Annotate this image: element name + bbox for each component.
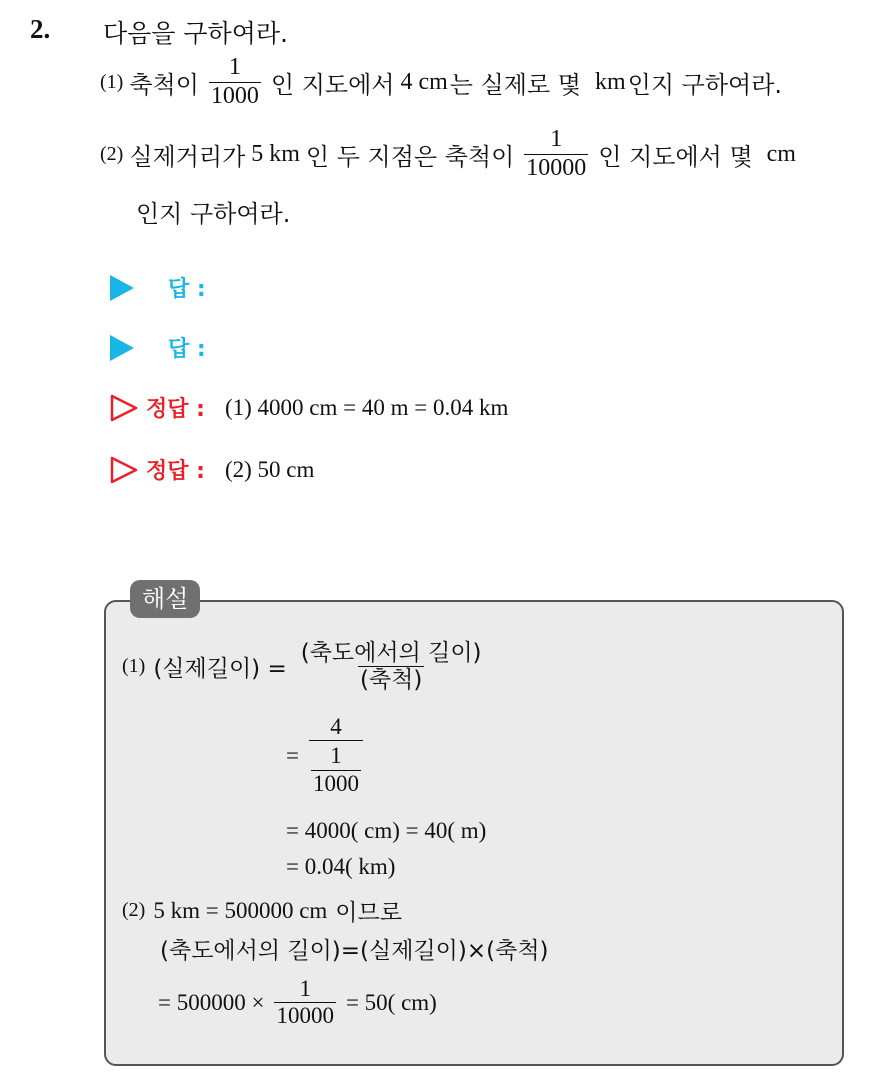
correct-answer-1 <box>110 392 508 423</box>
problem-number: 2. <box>30 14 51 44</box>
q2-text-c: 인 두 지점은 축척이 <box>305 142 515 171</box>
q1-number: (1) <box>100 70 124 93</box>
sol-2-inner-num: 1 <box>330 743 342 769</box>
correct-label: 정답 : <box>146 397 205 422</box>
solution-line-3: = 4000( cm) = 40( m) <box>286 818 487 843</box>
q1-fraction <box>209 54 261 110</box>
question-2 <box>100 126 796 182</box>
sol-5-text: 이므로 <box>335 900 402 926</box>
play-icon <box>110 275 134 301</box>
sol-5-number: (2) <box>122 899 146 921</box>
solution-line-7 <box>158 976 437 1030</box>
question-1 <box>100 54 782 110</box>
correct-label: 정답 : <box>146 459 205 484</box>
triangle-outline-icon <box>110 394 138 422</box>
sol-7-lhs: = 500000 × <box>158 989 265 1015</box>
sol-5-equation: 5 km = 500000 cm <box>153 897 328 923</box>
sol-2-frac-den <box>309 740 363 797</box>
sol-1-lhs: (실제길이) = <box>153 656 287 683</box>
solution-line-5 <box>122 894 402 927</box>
answer-row-2[interactable] <box>110 332 206 363</box>
q2-frac-den: 10000 <box>526 154 587 181</box>
correct-answer-2 <box>110 454 314 485</box>
q1-frac-den: 1000 <box>210 82 259 109</box>
sol-7-frac-den: 10000 <box>276 1003 334 1029</box>
solution-line-1 <box>122 640 488 694</box>
q2-number: (2) <box>100 142 124 165</box>
sol-2-frac-num: 4 <box>330 714 342 739</box>
q1-unit-km: km <box>594 68 626 95</box>
q2-text-a: 실제거리가 <box>129 142 246 171</box>
solution-line-6: (축도에서의 길이)=(실제길이)×(축척) <box>160 938 549 964</box>
sol-1-frac-den: (축척) <box>359 667 423 694</box>
sol-7-rhs: = 50( cm) <box>345 989 437 1015</box>
sol-2-fraction <box>309 714 363 797</box>
q1-frac-num: 1 <box>228 54 241 80</box>
triangle-outline-icon <box>110 456 138 484</box>
q2-text-d: 인 지도에서 몇 <box>598 142 753 171</box>
sol-1-frac-num: (축도에서의 길이) <box>300 640 482 666</box>
q1-value-cm: 4 cm <box>400 68 448 95</box>
play-icon <box>110 335 134 361</box>
sol-7-frac-num: 1 <box>299 976 311 1001</box>
q1-text-d: 는 실제로 몇 <box>449 70 581 99</box>
q2-frac-num: 1 <box>550 126 563 152</box>
sol-2-eq: = <box>286 742 299 768</box>
correct-value: (1) 4000 cm = 40 m = 0.04 km <box>224 394 509 420</box>
q2-value-km: 5 km <box>251 140 300 167</box>
answer-label: 답 : <box>168 337 206 362</box>
answer-label: 답 : <box>168 277 206 302</box>
sol-7-fraction <box>274 976 336 1030</box>
solution-line-4: = 0.04( km) <box>286 854 396 879</box>
solution-line-2 <box>286 714 363 797</box>
q2-unit-cm: cm <box>766 140 796 167</box>
answer-row-1[interactable] <box>110 272 206 303</box>
solution-tag: 해설 <box>130 580 200 618</box>
sol-2-inner-fraction <box>311 743 361 797</box>
q1-text-b: 인 지도에서 <box>270 70 395 99</box>
q2-text-f: 인지 구하여라. <box>136 200 291 228</box>
q2-fraction <box>524 126 588 182</box>
sol-1-fraction <box>299 640 484 694</box>
q1-text-a: 축척이 <box>129 70 199 99</box>
sol-1-number: (1) <box>122 655 146 678</box>
correct-value: (2) 50 cm <box>224 456 315 482</box>
sol-2-inner-den: 1000 <box>312 770 359 796</box>
problem-instruction: 다음을 구하여라. <box>103 19 288 48</box>
q1-text-f: 인지 구하여라. <box>627 70 783 99</box>
